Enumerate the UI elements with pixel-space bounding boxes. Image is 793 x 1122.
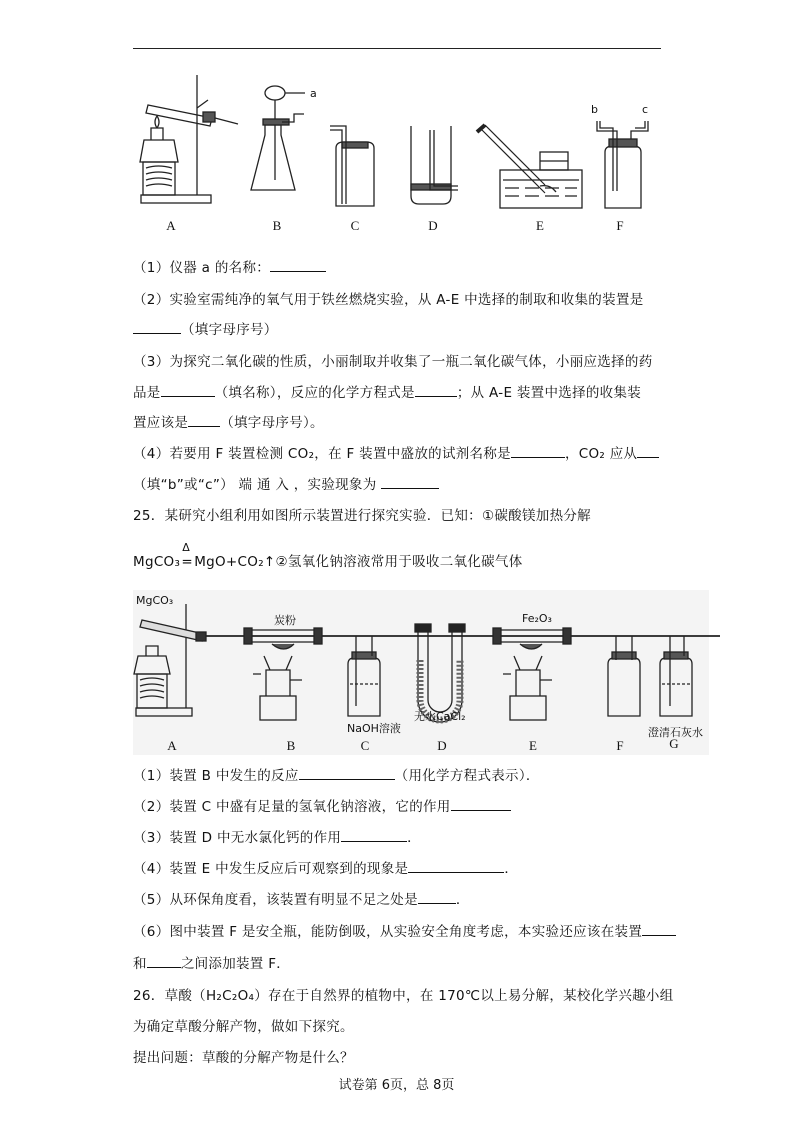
q25-line-1: （1）装置 B 中发生的反应 （用化学方程式表示）． (133, 768, 540, 784)
label-mgco3: MgCO₃ (136, 594, 174, 607)
q24-line-7: （4）若要用 F 装置检测 CO₂，在 F 装置中盛放的试剂名称是 ，CO₂ 应从 (133, 442, 659, 462)
q25-intro: 25．某研究小组利用如图所示装置进行探究实验．已知：①碳酸镁加热分解 (133, 508, 591, 524)
q24-line-5: 品是 （填名称），反应的化学方程式是 ；从 A-E 装置中选择的收集装 (133, 385, 642, 401)
q24-line-8: （填“b”或“c”） 端 通 入 ，实验现象为 (133, 473, 439, 493)
fig1-label-f: F (616, 218, 624, 233)
q25-line-6: （6）图中装置 F 是安全瓶，能防倒吸，从实验安全角度考虑，本实验还应该在装置 (133, 920, 676, 940)
fig2-label-c: C (360, 738, 370, 753)
label-fe2o3: Fe₂O₃ (522, 612, 552, 625)
fig2-label-a: A (167, 738, 177, 753)
q25-line-5: （5）从环保角度看，该装置有明显不足之处是 ． (133, 892, 470, 908)
answer-blank (341, 829, 407, 842)
page-footer: 试卷第 6页，总 8页 (338, 1078, 455, 1093)
fig1-label-b: B (272, 218, 282, 233)
answer-blank (451, 798, 511, 811)
answer-blank (133, 321, 181, 334)
answer-blank (188, 414, 220, 427)
answer-blank (270, 259, 326, 272)
answer-blank (161, 384, 215, 397)
answer-blank (637, 445, 659, 458)
q25-equation: MgCO₃ Δ =MgO+CO₂↑②氢氧化钠溶液常用于吸收二氧化碳气体 (133, 541, 523, 570)
fig1-label-e: E (536, 218, 544, 233)
label-naoh-solution: NaOH溶液 (347, 722, 401, 735)
fig2-label-e: E (529, 738, 537, 753)
answer-blank (381, 476, 439, 489)
answer-blank (511, 445, 565, 458)
q25-line-2: （2）装置 C 中盛有足量的氢氧化钠溶液，它的作用 (133, 795, 511, 815)
answer-blank (415, 384, 457, 397)
q26-intro-1: 26．草酸（H₂C₂O₄）存在于自然界的植物中，在 170℃以上易分解，某校化学兴趣小组 (133, 988, 674, 1004)
answer-blank (147, 955, 181, 968)
answer-blank (418, 891, 456, 904)
q24-line-3: （填字母序号） (133, 318, 278, 338)
fig1-label-a: A (166, 218, 176, 233)
q25-line-3: （3）装置 D 中无水氯化钙的作用 ． (133, 830, 421, 846)
fig1-label-d: D (428, 218, 438, 233)
q25-line-7: 和 之间添加装置 F． (133, 956, 291, 972)
apparatus-d (411, 126, 458, 204)
q24-line-4: （3）为探究二氧化碳的性质，小丽制取并收集了一瓶二氧化碳气体，小丽应选择的药 (133, 354, 653, 370)
label-carbon-powder: 炭粉 (274, 614, 296, 627)
fig2-label-f: F (616, 738, 624, 753)
apparatus-c (330, 126, 374, 206)
apparatus-figure-1 (0, 0, 793, 240)
q25-line-4: （4）装置 E 中发生反应后可观察到的现象是 ． (133, 861, 519, 877)
q26-intro-2: 为确定草酸分解产物，做如下探究。 (133, 1019, 354, 1035)
fig2-label-b: B (286, 738, 296, 753)
fig1-label-c: C (350, 218, 360, 233)
q24-line-1: （1）仪器 a 的名称： (133, 256, 326, 276)
label-c-port: c (642, 103, 649, 116)
q26-question: 提出问题：草酸的分解产物是什么？ (133, 1050, 354, 1066)
label-anhydrous-cacl2: 无水CaCl₂ (414, 710, 466, 723)
q24-line-2: （2）实验室需纯净的氧气用于铁丝燃烧实验，从 A-E 中选择的制取和收集的装置是 (133, 292, 644, 308)
answer-blank (408, 860, 504, 873)
label-limewater: 澄清石灰水 (648, 726, 703, 739)
answer-blank (299, 767, 395, 780)
label-a-instrument: a (310, 87, 317, 100)
fig2-label-d: D (437, 738, 447, 753)
q24-line-6: 置应该是 （填字母序号）。 (133, 415, 324, 431)
fig2-label-g: G (669, 736, 679, 751)
label-b-port: b (591, 103, 598, 116)
apparatus-e (477, 125, 582, 208)
heat-equals-sign: Δ = (181, 541, 193, 570)
answer-blank (642, 923, 676, 936)
apparatus-f (597, 121, 648, 208)
apparatus-a (140, 75, 238, 203)
apparatus-b (251, 86, 305, 190)
